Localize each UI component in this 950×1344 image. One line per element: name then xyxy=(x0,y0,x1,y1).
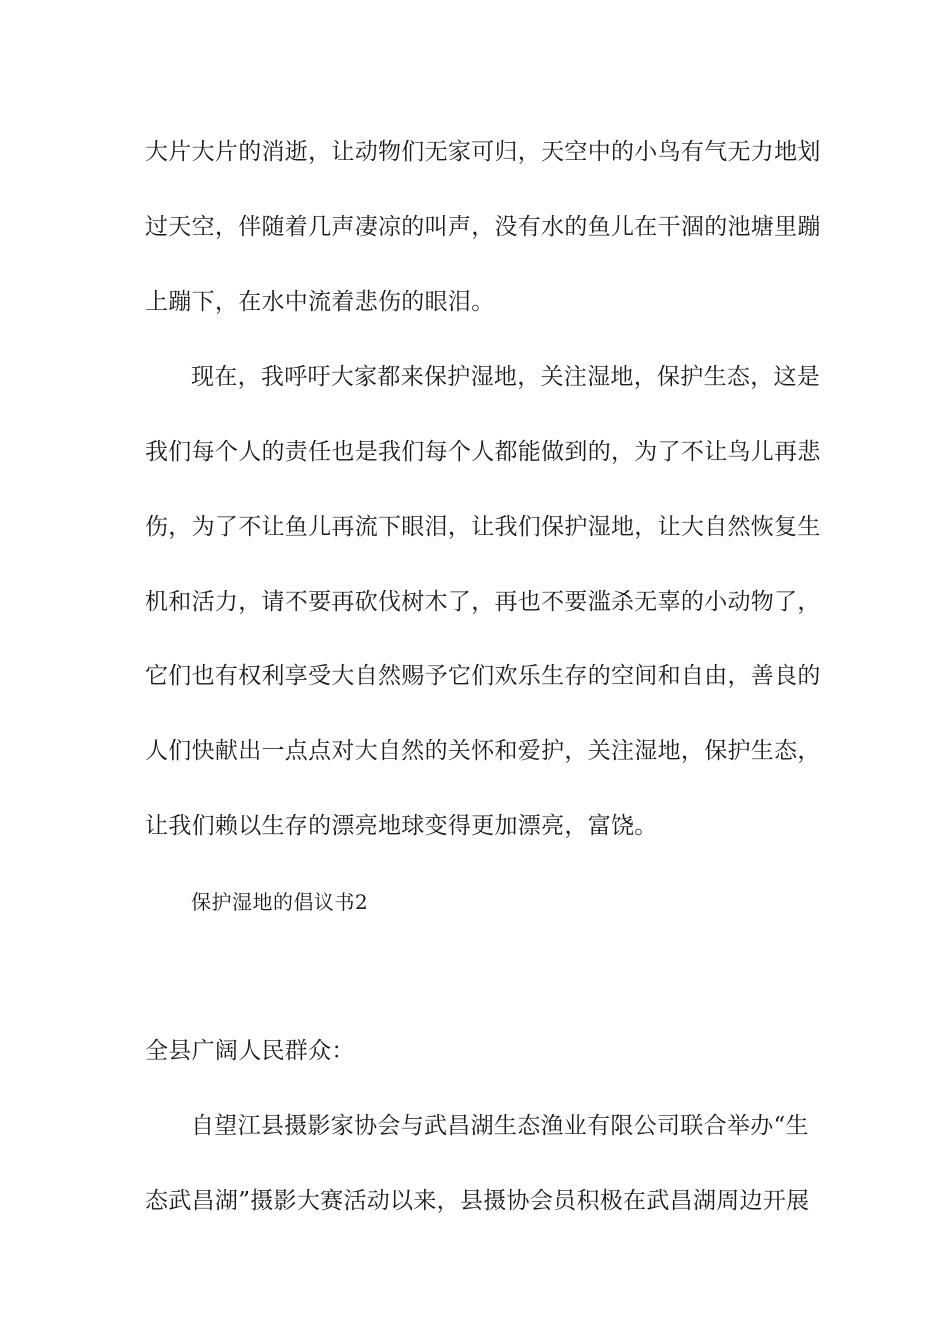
paragraph-line-6: 伤，为了不让鱼儿再流下眼泪，让我们保护湿地，让大自然恢复生 xyxy=(145,514,821,540)
paragraph-line-2: 过天空，伴随着几声凄凉的叫声，没有水的鱼儿在干涸的池塘里蹦 xyxy=(145,214,821,240)
paragraph-line-7: 机和活力，请不要再砍伐树木了，再也不要滥杀无辜的小动物了， xyxy=(145,589,821,615)
paragraph-line-9: 人们快献出一点点对大自然的关怀和爱护，关注湿地，保护生态， xyxy=(145,738,821,764)
paragraph-line-11: 自望江县摄影家协会与武昌湖生态渔业有限公司联合举办“生 xyxy=(191,1113,809,1139)
salutation-line: 全县广阔人民群众： xyxy=(145,1038,355,1064)
paragraph-line-4: 现在，我呼吁大家都来保护湿地，关注湿地，保护生态，这是 xyxy=(191,364,821,390)
paragraph-line-1: 大片大片的消逝，让动物们无家可归，天空中的小鸟有气无力地划 xyxy=(145,139,821,165)
section-heading: 保护湿地的倡议书2 xyxy=(191,890,369,914)
paragraph-line-5: 我们每个人的责任也是我们每个人都能做到的，为了不让鸟儿再悲 xyxy=(145,439,821,465)
paragraph-line-12: 态武昌湖”摄影大赛活动以来，县摄协会员积极在武昌湖周边开展 xyxy=(145,1188,810,1214)
paragraph-line-3: 上蹦下，在水中流着悲伤的眼泪。 xyxy=(145,289,495,315)
paragraph-line-10: 让我们赖以生存的漂亮地球变得更加漂亮，富饶。 xyxy=(145,813,658,839)
paragraph-line-8: 它们也有权利享受大自然赐予它们欢乐生存的空间和自由，善良的 xyxy=(145,663,821,689)
